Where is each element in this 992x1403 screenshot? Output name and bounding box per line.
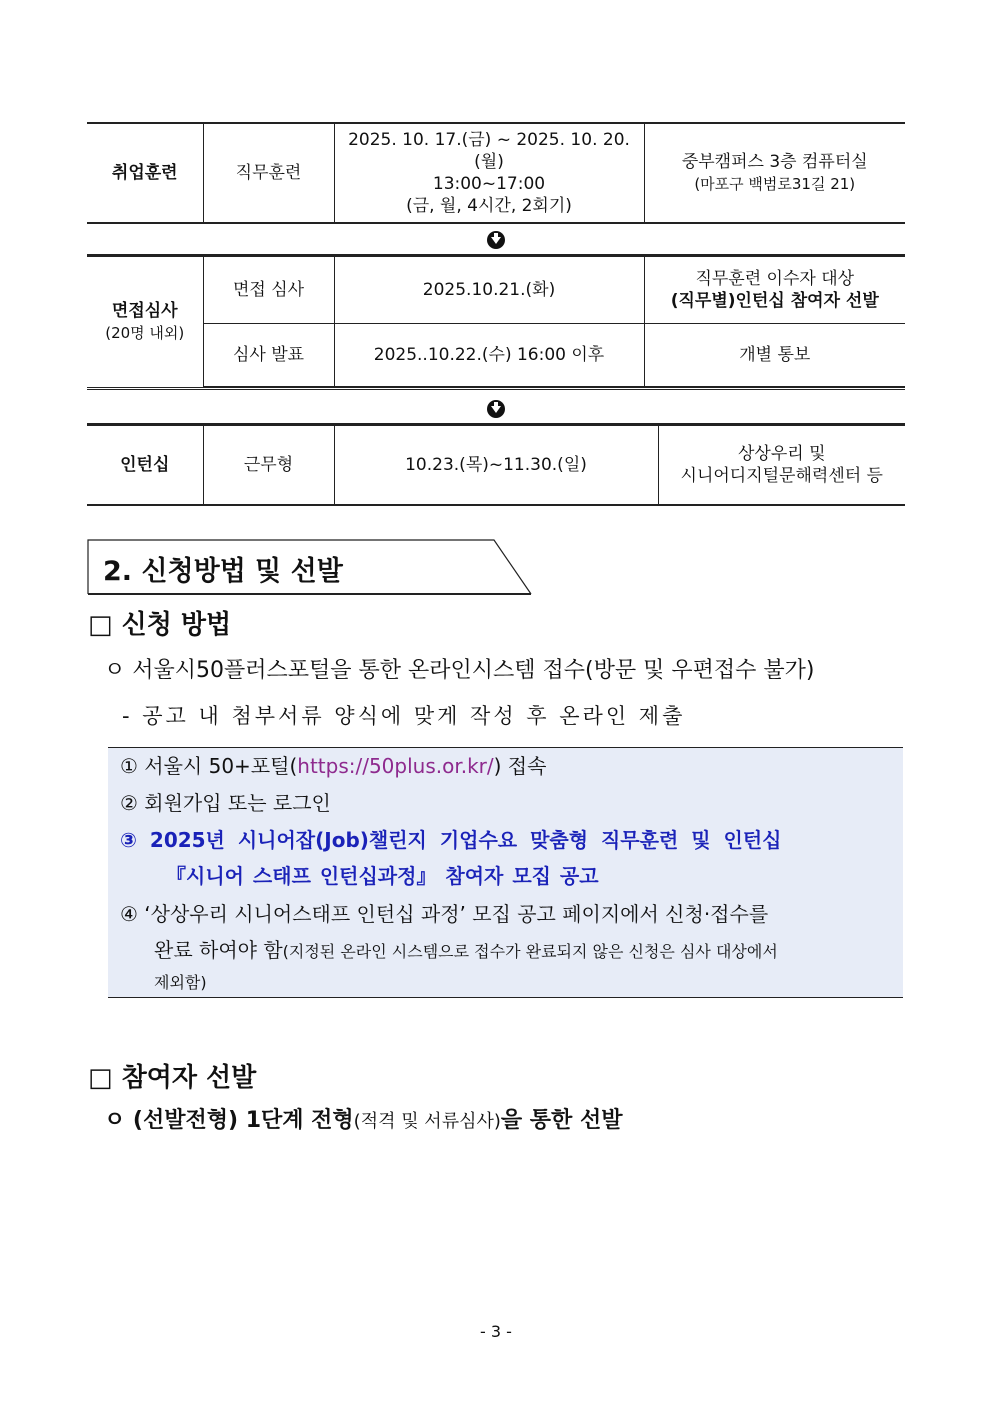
double-line [87, 389, 905, 390]
internship-type: 근무형 [203, 425, 334, 505]
down-arrow-icon [487, 231, 505, 249]
step-2: ② 회원가입 또는 로그인 [120, 791, 331, 815]
training-date-line3: (금, 월, 4시간, 2회기) [406, 196, 572, 216]
apply-sub: - 공고 내 첨부서류 양식에 맞게 작성 후 온라인 제출 [122, 704, 686, 728]
step-1-suffix: ) 접속 [493, 754, 547, 778]
step-1 [120, 750, 546, 779]
internship-place-line1: 상상우리 및 [737, 444, 826, 464]
internship-date: 10.23.(목)~11.30.(일) [334, 425, 658, 505]
review-desc [644, 256, 905, 323]
internship-place [658, 425, 905, 505]
portal-link[interactable]: https://50plus.or.kr/ [297, 754, 494, 778]
interview-stage-label: 면접심사 [111, 300, 178, 321]
review-desc-line2: (직무별)인턴십 참여자 선발 [670, 290, 879, 311]
step-3-line2: 『시니어 스태프 인턴십과정』 참여자 모집 공고 [166, 864, 599, 888]
section-title: 2. 신청방법 및 선발 [103, 556, 343, 587]
apply-bullet: ㅇ 서울시50플러스포털을 통한 온라인시스템 접수(방문 및 우편접수 불가) [104, 658, 815, 683]
arrow-row-2 [87, 392, 905, 424]
training-type: 직무훈련 [203, 123, 334, 223]
training-date [334, 123, 644, 223]
training-date-line2: 13:00~17:00 [432, 174, 546, 194]
training-place-line2: (마포구 백범로31길 21) [694, 175, 856, 193]
select-heading: □ 참여자 선발 [88, 1063, 257, 1093]
select-bullet [104, 1103, 622, 1134]
step-4-line2a: 완료 하여야 함 [154, 938, 283, 962]
step-3-line1: ③ 2025년 시니어잡(Job)챌린지 기업수요 맞춤형 직무훈련 및 인턴십 [120, 828, 782, 852]
training-stage: 취업훈련 [87, 123, 203, 223]
training-place-line1: 중부캠퍼스 3층 컴퓨터실 [681, 152, 868, 172]
step-4-line3: 제외함) [154, 973, 207, 992]
select-bullet-b: (적격 및 서류심사) [353, 1111, 501, 1132]
internship-place-line2: 시니어디지털문해력센터 등 [680, 466, 883, 486]
step-4-line2 [154, 934, 778, 963]
training-table [87, 122, 905, 224]
arrow-row-1 [87, 224, 905, 255]
step-4-line1: ④ ‘상상우리 시니어스태프 인턴십 과정’ 모집 공고 페이지에서 신청·접수를 [120, 902, 769, 926]
interview-stage [87, 256, 203, 387]
select-bullet-c: 을 통한 선발 [500, 1108, 623, 1133]
step-4-line2b: (지정된 온라인 시스템으로 접수가 완료되지 않은 신청은 심사 대상에서 [282, 942, 778, 961]
page-number: - 3 - [480, 1322, 512, 1341]
review-type: 면접 심사 [203, 256, 334, 323]
apply-steps-box [108, 747, 903, 998]
training-date-line1: 2025. 10. 17.(금) ~ 2025. 10. 20.(월) [348, 130, 630, 172]
apply-heading: □ 신청 방법 [88, 610, 232, 640]
interview-stage-note: (20명 내외) [105, 323, 185, 342]
down-arrow-icon [487, 400, 505, 418]
step-1-prefix: ① 서울시 50+포털( [120, 754, 298, 778]
internship-table [87, 424, 905, 506]
internship-stage: 인턴십 [87, 425, 203, 505]
training-place [644, 123, 905, 223]
announce-date: 2025..10.22.(수) 16:00 이후 [334, 323, 644, 387]
announce-desc: 개별 통보 [644, 323, 905, 387]
review-date: 2025.10.21.(화) [334, 256, 644, 323]
select-bullet-a: ㅇ (선발전형) 1단계 전형 [104, 1108, 354, 1133]
interview-table [87, 255, 905, 388]
review-desc-line1: 직무훈련 이수자 대상 [695, 268, 855, 289]
announce-type: 심사 발표 [203, 323, 334, 387]
section-title-box [87, 539, 532, 595]
